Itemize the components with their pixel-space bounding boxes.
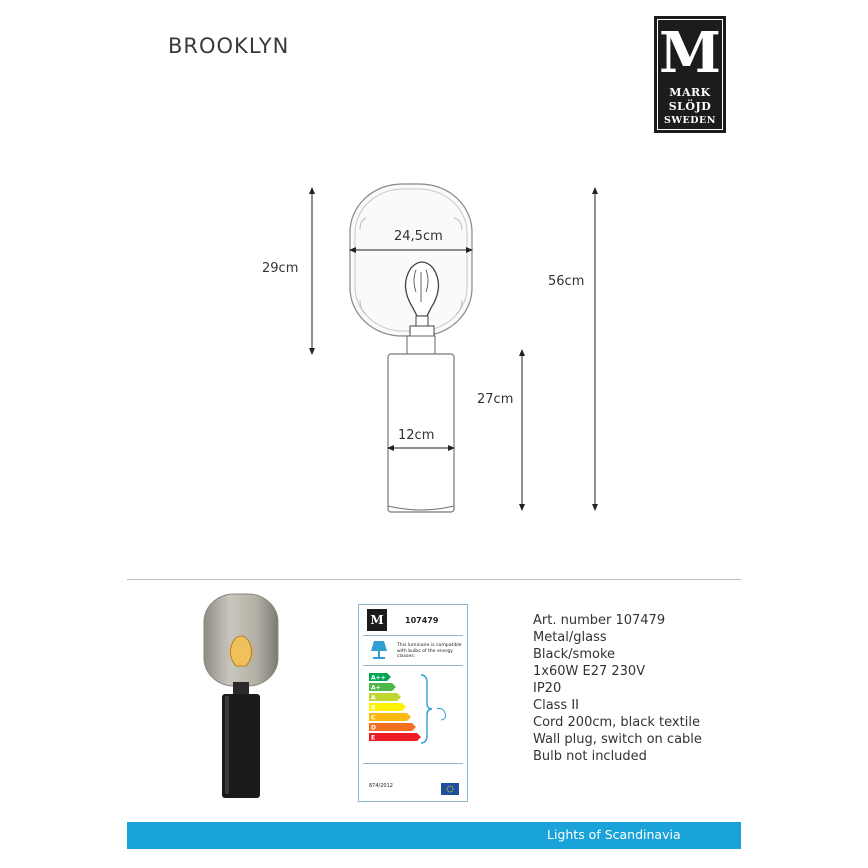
spec-bulb: 1x60W E27 230V xyxy=(533,664,646,679)
spec-material: Metal/glass xyxy=(533,630,607,645)
footer-bar xyxy=(127,822,741,849)
energy-label-regulation: 874/2012 xyxy=(369,783,393,789)
neck-drawing xyxy=(407,336,435,354)
shade-width-label: 24,5cm xyxy=(394,229,443,244)
spec-list xyxy=(533,612,702,765)
product-title: BROOKLYN xyxy=(168,34,290,58)
energy-class-label: B xyxy=(371,704,376,712)
logo-line-2: SLÖJD xyxy=(668,100,712,113)
energy-class-label: A+ xyxy=(371,684,381,692)
logo-line-1: MARK xyxy=(669,86,711,99)
energy-class-bar xyxy=(369,723,416,731)
spec-article-number: Art. number 107479 xyxy=(533,613,666,628)
total-height-label: 56cm xyxy=(548,274,585,289)
spec-color: Black/smoke xyxy=(533,647,616,662)
energy-label-graphics xyxy=(359,605,467,801)
spec-plug: Wall plug, switch on cable xyxy=(533,732,702,747)
energy-class-label: D xyxy=(371,724,376,732)
product-photo xyxy=(196,590,286,804)
shade-height-label: 29cm xyxy=(262,261,299,276)
spec-class: Class II xyxy=(533,698,580,713)
energy-class-bar xyxy=(369,733,421,741)
energy-class-label: A++ xyxy=(371,674,386,682)
energy-class-label: C xyxy=(371,714,376,722)
base-width-label: 12cm xyxy=(398,428,435,443)
energy-class-label: A xyxy=(371,694,376,702)
spec-ip-rating: IP20 xyxy=(533,681,562,696)
energy-class-label: E xyxy=(371,734,376,742)
glass-shade-drawing xyxy=(350,184,472,336)
energy-label-article: 107479 xyxy=(405,616,439,625)
energy-label xyxy=(358,604,468,802)
spec-bulb-note: Bulb not included xyxy=(533,749,647,764)
energy-label-compat-text: This luminaire is compatible with bulbs of the energy classes: xyxy=(397,643,462,659)
section-divider xyxy=(127,579,741,580)
base-height-label: 27cm xyxy=(477,392,514,407)
footer-tagline: Lights of Scandinavia xyxy=(547,827,681,842)
spec-cord: Cord 200cm, black textile xyxy=(533,715,700,730)
svg-text:M: M xyxy=(370,613,384,627)
logo-letter: M xyxy=(659,20,721,86)
logo-line-3: SWEDEN xyxy=(664,115,716,126)
